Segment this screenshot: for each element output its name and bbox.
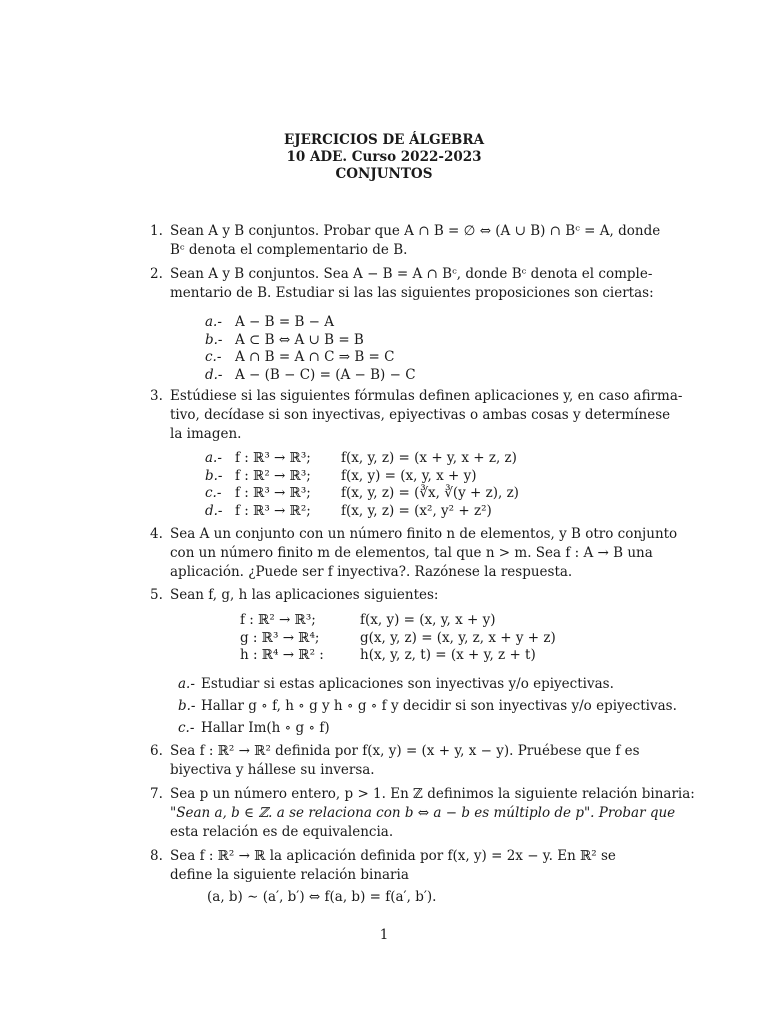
course-line: 10 ADE. Curso 2022-2023 xyxy=(286,149,482,165)
page-number: 1 xyxy=(379,927,389,943)
exercise-line: biyectiva y hállese su inversa. xyxy=(170,762,375,778)
equivalence-relation-formula: (a, b) ∼ (a′, b′) ⇔ f(a, b) = f(a′, b′). xyxy=(207,889,437,905)
exercise-line: Sea f : ℝ² → ℝ la aplicación definida por f(x, y) = 2x − y. En ℝ² se xyxy=(170,848,616,864)
exercise-number: 1. xyxy=(150,223,163,239)
map-definition: g : ℝ³ → ℝ⁴; g(x, y, z) = (x, y, z, x + y + z) xyxy=(240,629,556,646)
proposition-item: b.- A ⊂ B ⇔ A ∪ B = B xyxy=(205,331,364,348)
document-header xyxy=(0,132,768,183)
exercise-line: "Sean a, b ∈ ℤ. a se relaciona con b ⇔ a − b es múltiplo de p". Probar que xyxy=(170,805,676,821)
exercise-5 xyxy=(150,586,620,605)
formula-item: b.- f : ℝ² → ℝ³; f(x, y) = (x, y, x + y) xyxy=(205,467,477,484)
formula-item: a.- f : ℝ³ → ℝ³; f(x, y, z) = (x + y, x + z, z) xyxy=(205,450,517,466)
document-title: EJERCICIOS DE ÁLGEBRA xyxy=(283,132,485,148)
exercise-line: la imagen. xyxy=(170,426,242,442)
exercise-line: Sea f : ℝ² → ℝ² definida por f(x, y) = (x + y, x − y). Pruébese que f es xyxy=(170,743,640,759)
exercise-line: tivo, decídase si son inyectivas, epiyectivas o ambas cosas y determínese xyxy=(170,407,671,423)
exercise-number: 2. xyxy=(150,266,163,282)
task-item: a.- Estudiar si estas aplicaciones son inyectivas y/o epiyectivas. xyxy=(178,676,614,692)
map-definition: f : ℝ² → ℝ³; f(x, y) = (x, y, x + y) xyxy=(240,612,496,628)
exercise-number: 7. xyxy=(150,786,163,802)
exercise-4 xyxy=(150,525,678,582)
exercise-number: 5. xyxy=(150,587,163,603)
exercise-line: Sea p un número entero, p > 1. En ℤ definimos la siguiente relación binaria: xyxy=(170,786,695,802)
exercise-line: mentario de B. Estudiar si las las siguientes proposiciones son ciertas: xyxy=(170,285,654,301)
proposition-item: c.- A ∩ B = A ∩ C ⇒ B = C xyxy=(205,349,395,365)
proposition-item: d.- A − (B − C) = (A − B) − C xyxy=(205,366,416,383)
exercise-number: 4. xyxy=(150,526,163,542)
topic-title: CONJUNTOS xyxy=(335,166,433,182)
exercise-line: con un número finito m de elementos, tal que n > m. Sea f : A → B una xyxy=(170,545,653,561)
exercise-2-propositions xyxy=(205,314,416,384)
exercise-number: 3. xyxy=(150,388,163,404)
exercise-5-maps xyxy=(240,612,556,665)
exercise-1 xyxy=(150,222,661,260)
task-item: b.- Hallar g ∘ f, h ∘ g y h ∘ g ∘ f y decidir si son inyectivas y/o epiyectivas. xyxy=(178,698,677,714)
exercise-line: esta relación es de equivalencia. xyxy=(170,824,394,840)
exercise-number: 8. xyxy=(150,848,163,864)
exercise-5-tasks xyxy=(178,673,677,739)
map-definition: h : ℝ⁴ → ℝ² : h(x, y, z, t) = (x + y, z + t) xyxy=(240,647,536,663)
exercise-6 xyxy=(150,742,640,780)
exercise-7 xyxy=(150,785,695,842)
exercise-3-formulas xyxy=(205,450,519,520)
exercise-3 xyxy=(150,387,683,444)
exercise-line: Bᶜ denota el complementario de B. xyxy=(170,242,408,258)
proposition-item: a.- A − B = B − A xyxy=(205,314,335,330)
exercise-line: Estúdiese si las siguientes fórmulas definen aplicaciones y, en caso afirma- xyxy=(170,388,683,404)
exercise-line: aplicación. ¿Puede ser f inyectiva?. Razónese la respuesta. xyxy=(170,564,573,580)
exercise-2 xyxy=(150,265,654,303)
exercise-number: 6. xyxy=(150,743,163,759)
exercise-line: Sea A un conjunto con un número finito n de elementos, y B otro conjunto xyxy=(170,526,678,542)
formula-item: c.- f : ℝ³ → ℝ³; f(x, y, z) = (∛x, ∛(y + z), z) xyxy=(205,485,519,501)
exercise-line: Sean A y B conjuntos. Probar que A ∩ B = ∅ ⇔ (A ∪ B) ∩ Bᶜ = A, donde xyxy=(170,223,661,239)
task-item: c.- Hallar Im(h ∘ g ∘ f) xyxy=(178,720,330,736)
exercise-8 xyxy=(150,847,620,885)
exercise-line: Sean f, g, h las aplicaciones siguientes: xyxy=(170,587,439,603)
exercise-line: define la siguiente relación binaria xyxy=(170,867,409,883)
formula-item: d.- f : ℝ³ → ℝ²; f(x, y, z) = (x², y² + z²) xyxy=(205,502,492,519)
exercise-line: Sean A y B conjuntos. Sea A − B = A ∩ Bᶜ, donde Bᶜ denota el comple- xyxy=(170,266,653,282)
